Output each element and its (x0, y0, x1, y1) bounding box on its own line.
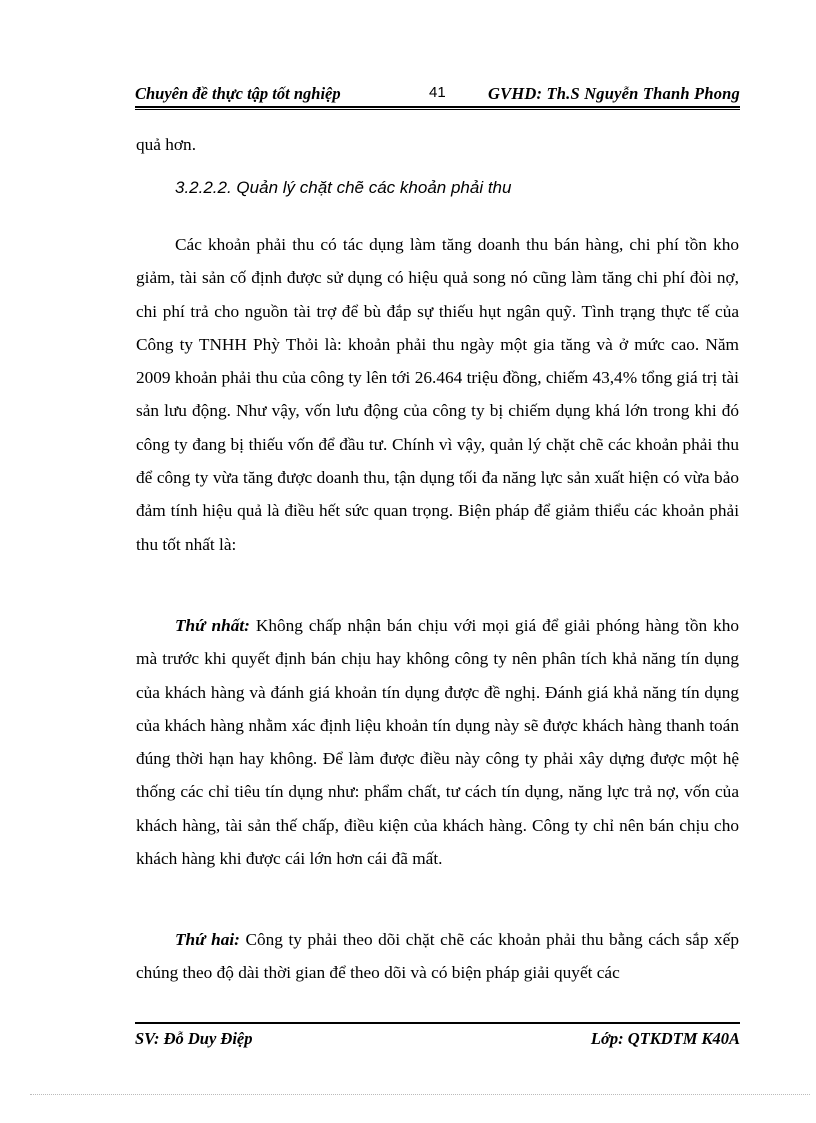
page-edge-divider (30, 1094, 810, 1095)
paragraph-first-measure (136, 609, 739, 875)
header-advisor: GVHD: Th.S Nguyễn Thanh Phong (488, 84, 740, 103)
footer-rule (135, 1022, 740, 1024)
footer-class: Lớp: QTKDTM K40A (590, 1029, 740, 1048)
section-heading: 3.2.2.2. Quản lý chặt chẽ các khoản phải thu (175, 178, 512, 197)
paragraph-continuation: quả hơn. (136, 135, 197, 154)
paragraph-second-measure (136, 923, 739, 990)
page-footer (135, 1027, 740, 1051)
header-title: Chuyên đề thực tập tốt nghiệp (135, 84, 341, 103)
header-rule-thin (135, 109, 740, 110)
page-number: 41 (429, 84, 446, 101)
paragraph-receivables-intro: Các khoản phải thu có tác dụng làm tăng doanh thu bán hàng, chi phí tồn kho giảm, tài sản cố định được sử dụng có hiệu quả song nó cũng làm tăng chi phí đòi nợ, chi phí trả cho nguồn tài trợ để bù đắp sự thiếu hụt ngân quỹ. Tình trạng thực tế của Công ty TNHH Phỳ Thỏi là: khoản phải thu ngày một gia tăng và ở mức cao. Năm 2009 khoản phải thu của công ty lên tới 26.464 triệu đồng, chiếm 43,4% tổng giá trị tài sản lưu động. Như vậy, vốn lưu động của công ty bị chiếm dụng khá lớn trong khi đó công ty đang bị thiếu vốn để đầu tư. Chính vì vậy, quản lý chặt chẽ các khoản phải thu để công ty vừa tăng được doanh thu, tận dụng tối đa năng lực sản xuất hiện có vừa bảo đảm tính hiệu quả là điều hết sức quan trọng. Biện pháp để giảm thiểu các khoản phải thu tốt nhất là: (136, 235, 739, 554)
second-measure-text: Công ty phải theo dõi chặt chẽ các khoản phải thu bằng cách sắp xếp chúng theo độ dài thời gian để theo dõi và có biện pháp giải quyết các (136, 930, 739, 983)
first-measure-text: Không chấp nhận bán chịu với mọi giá để giải phóng hàng tồn kho mà trước khi quyết định bán chịu hay không công ty nên phân tích khả năng tín dụng của khách hàng và đánh giá khoản tín dụng được đề nghị. Đánh giá khả năng tín dụng của khách hàng nhằm xác định liệu khoản tín dụng này sẽ được khách hàng thanh toán đúng thời hạn hay không. Để làm được điều này công ty phải xây dựng được một hệ thống các chỉ tiêu tín dụng như: phẩm chất, tư cách tín dụng, năng lực trả nợ, vốn của khách hàng, tài sản thế chấp, điều kiện của khách hàng. Công ty chỉ nên bán chịu cho khách hàng khi được cái lớn hơn cái đã mất. (136, 616, 739, 869)
footer-student: SV: Đỗ Duy Điệp (135, 1029, 253, 1048)
second-measure-lead: Thứ hai: (175, 930, 240, 949)
first-measure-lead: Thứ nhất: (175, 616, 250, 635)
page-header (135, 82, 740, 108)
header-rule (135, 106, 740, 108)
